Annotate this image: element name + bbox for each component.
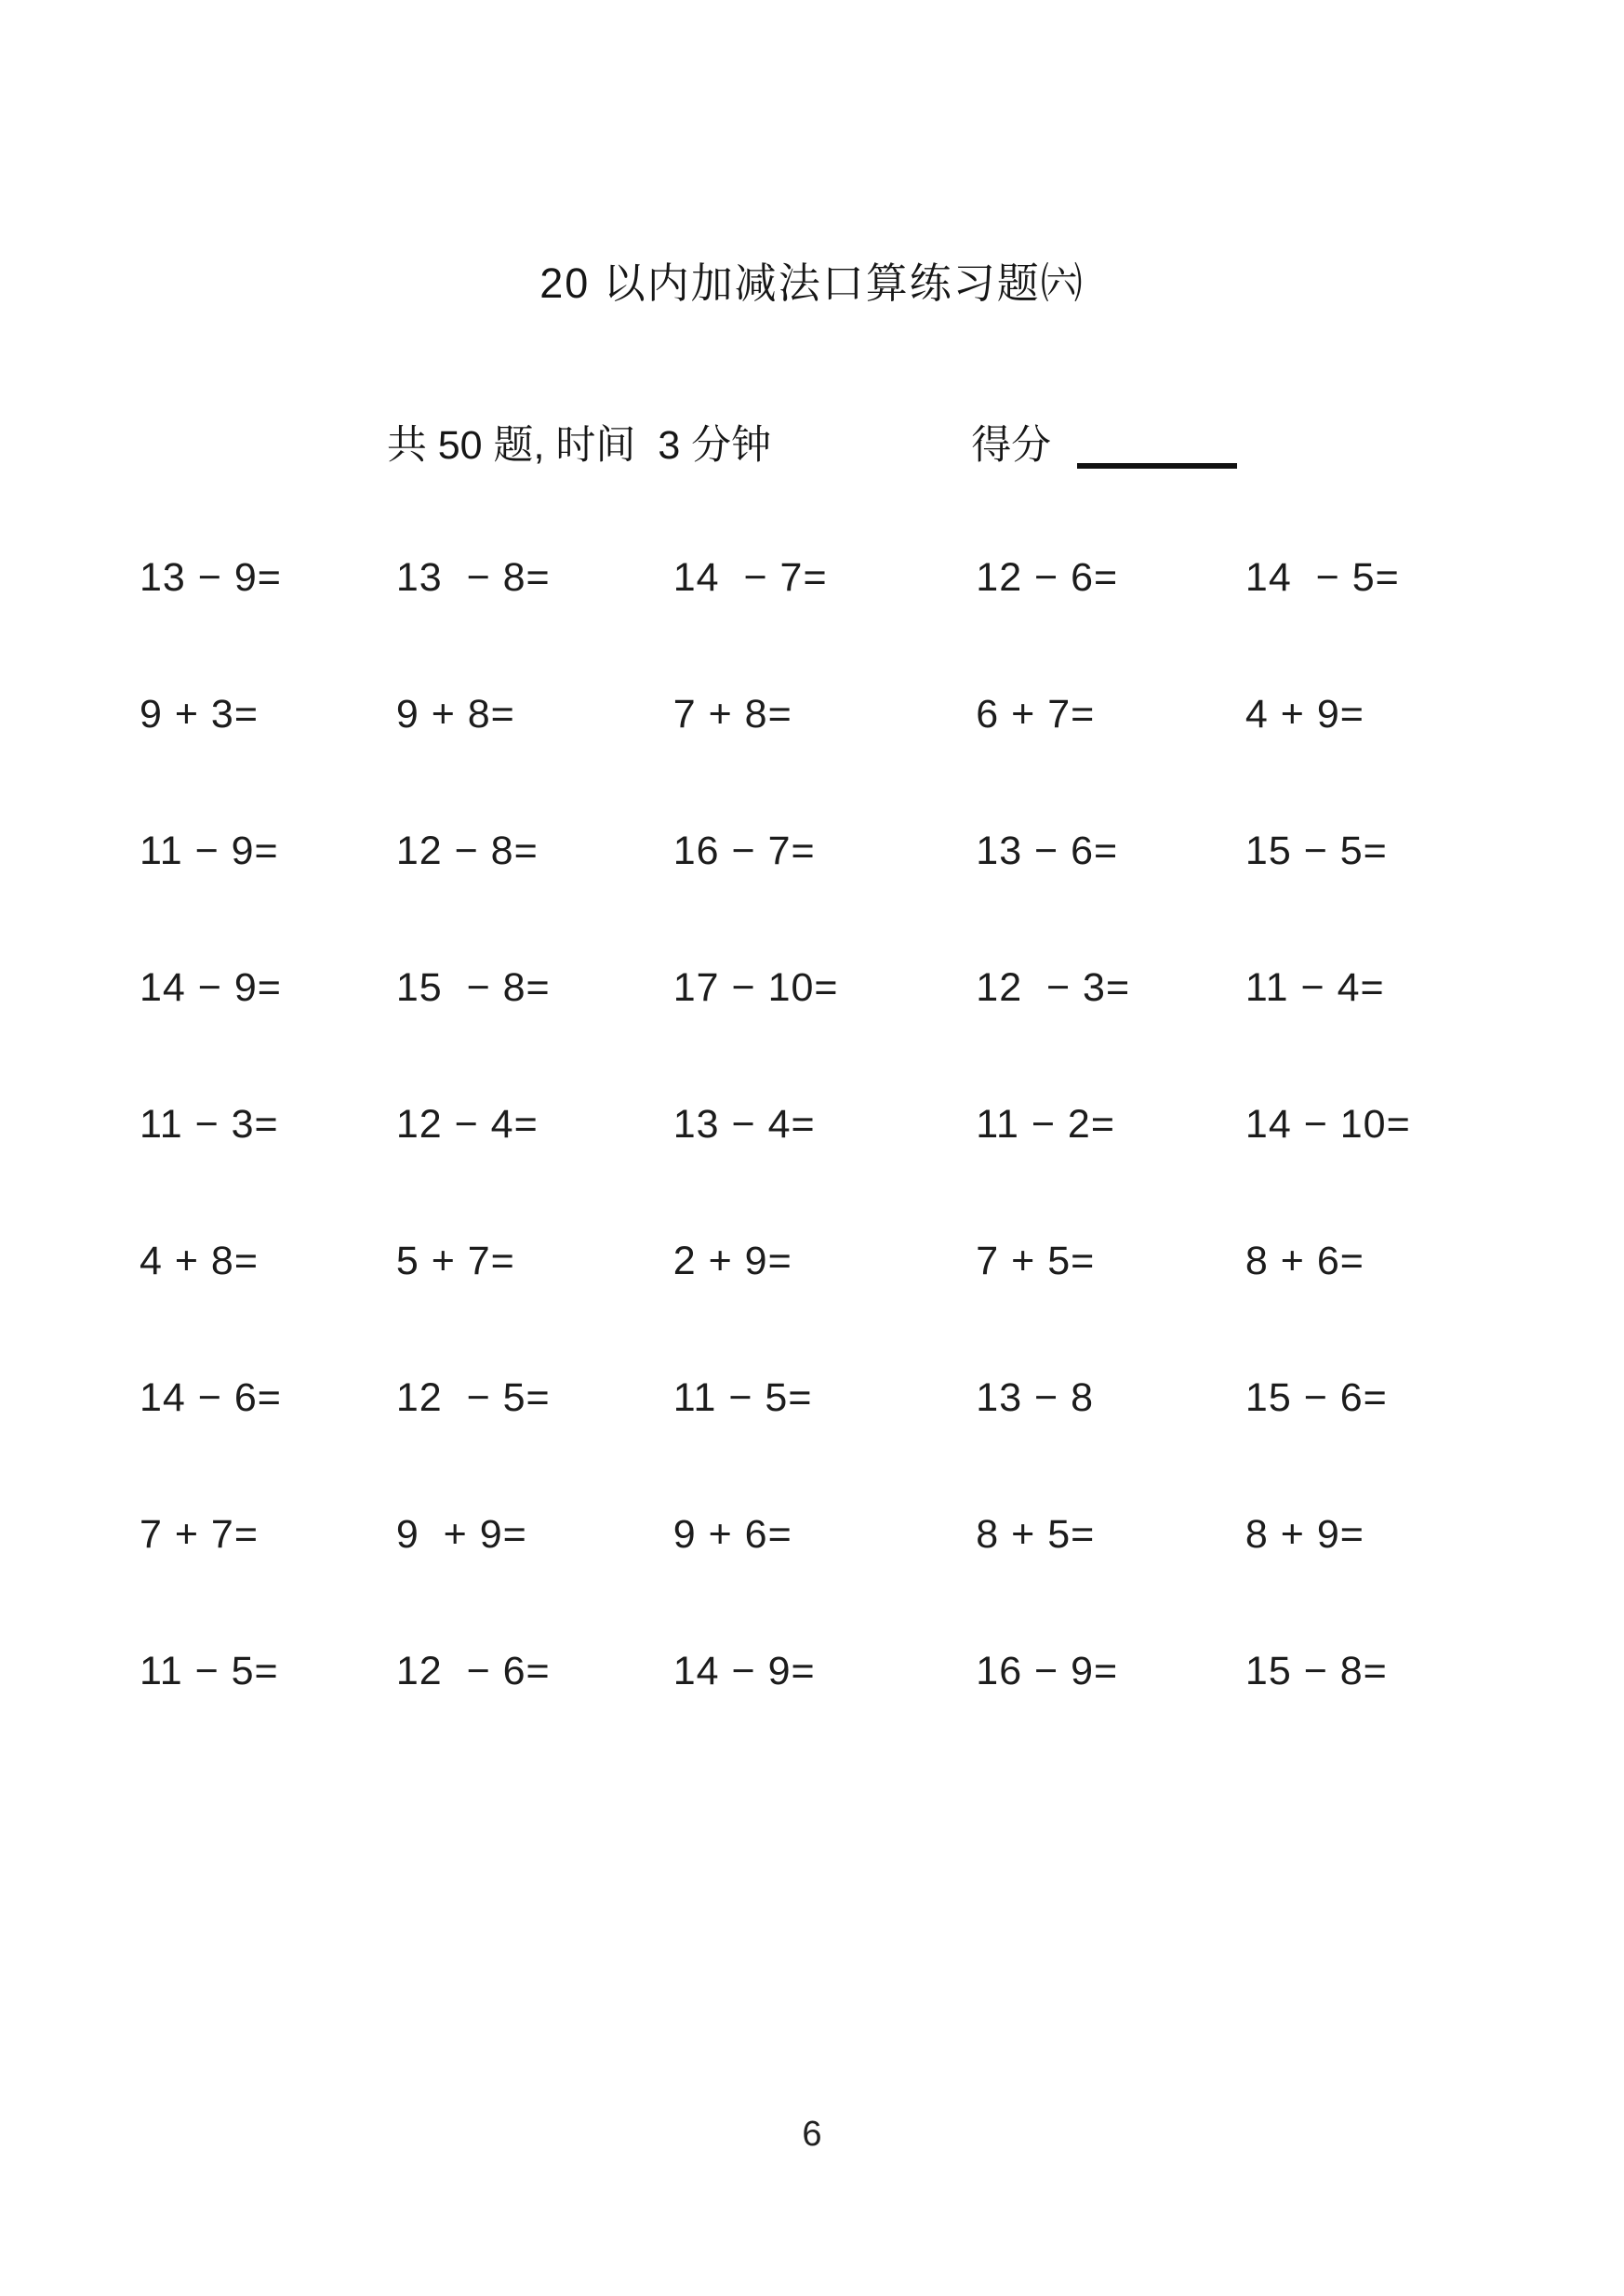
problem-cell: 15 − 8=: [395, 965, 551, 1010]
problem-cell: 8 + 6=: [1245, 1239, 1364, 1283]
problem-cell: 16 − 7=: [672, 829, 816, 873]
problem-cell: 2 + 9=: [672, 1239, 792, 1283]
problem-cell: 12 − 3=: [976, 965, 1131, 1010]
problem-row: [140, 1603, 1489, 1740]
problem-cell: 9 + 3=: [140, 692, 259, 737]
problem-row: [140, 1056, 1489, 1193]
problem-row: [140, 1330, 1489, 1467]
problem-cell: 13 − 9=: [140, 555, 282, 600]
problem-cell: 11 − 2=: [976, 1102, 1115, 1147]
problem-cell: 15 − 5=: [1245, 829, 1388, 873]
problem-cell: 8 + 9=: [1245, 1512, 1364, 1557]
problem-cell: 13 − 6=: [976, 829, 1119, 873]
problem-cell: 13 − 8: [976, 1375, 1095, 1420]
problem-cell: 8 + 5=: [976, 1512, 1096, 1557]
problem-cell: 15 − 6=: [1245, 1375, 1388, 1420]
problem-cell: 12 − 8=: [395, 829, 539, 873]
problem-cell: 14 − 9=: [140, 965, 282, 1010]
problem-cell: 17 − 10=: [672, 965, 839, 1010]
problem-row: [140, 1467, 1489, 1603]
problem-cell: 9 + 6=: [672, 1512, 792, 1557]
problem-cell: 11 − 5=: [672, 1375, 813, 1420]
problem-cell: 12 − 5=: [395, 1375, 551, 1420]
problem-cell: 14 − 9=: [672, 1649, 816, 1693]
problem-cell: 9 + 8=: [395, 692, 515, 737]
problem-cell: 15 − 8=: [1245, 1649, 1388, 1693]
worksheet-title: 20 以内加减法口算练习题㈥: [539, 259, 1085, 307]
problem-cell: 7 + 7=: [140, 1512, 259, 1557]
score-blank-line: [1077, 463, 1237, 469]
problems-grid: [0, 510, 1624, 1740]
problem-cell: 14 − 6=: [140, 1375, 282, 1420]
page-number: 6: [802, 2115, 822, 2154]
problem-cell: 6 + 7=: [976, 692, 1096, 737]
problem-row: [140, 1193, 1489, 1330]
problem-cell: 13 − 4=: [672, 1102, 816, 1147]
problem-cell: 12 − 4=: [395, 1102, 539, 1147]
problem-cell: 4 + 9=: [1245, 692, 1364, 737]
problem-cell: 12 − 6=: [395, 1649, 551, 1693]
problem-row: [140, 510, 1489, 646]
problem-cell: 7 + 8=: [672, 692, 792, 737]
problem-row: [140, 783, 1489, 920]
problem-cell: 16 − 9=: [976, 1649, 1119, 1693]
score-label: 得分: [971, 423, 1052, 468]
worksheet-meta: [0, 414, 1624, 471]
problem-count-time: 共 50 题, 时间 3 分钟: [386, 423, 772, 468]
problem-cell: 4 + 8=: [140, 1239, 259, 1283]
problem-cell: 7 + 5=: [976, 1239, 1096, 1283]
problem-cell: 14 − 10=: [1245, 1102, 1411, 1147]
problem-cell: 14 − 5=: [1245, 555, 1400, 600]
problem-cell: 13 − 8=: [395, 555, 551, 600]
problem-cell: 9 + 9=: [395, 1512, 527, 1557]
problem-row: [140, 920, 1489, 1056]
problem-cell: 12 − 6=: [976, 555, 1119, 600]
problem-cell: 11 − 4=: [1245, 965, 1385, 1010]
problem-cell: 5 + 7=: [395, 1239, 515, 1283]
problem-row: [140, 646, 1489, 783]
problem-cell: 11 − 9=: [140, 829, 279, 873]
problem-cell: 14 − 7=: [672, 555, 828, 600]
problem-cell: 11 − 3=: [140, 1102, 279, 1147]
score-group: [971, 414, 1237, 471]
problem-cell: 11 − 5=: [140, 1649, 279, 1693]
